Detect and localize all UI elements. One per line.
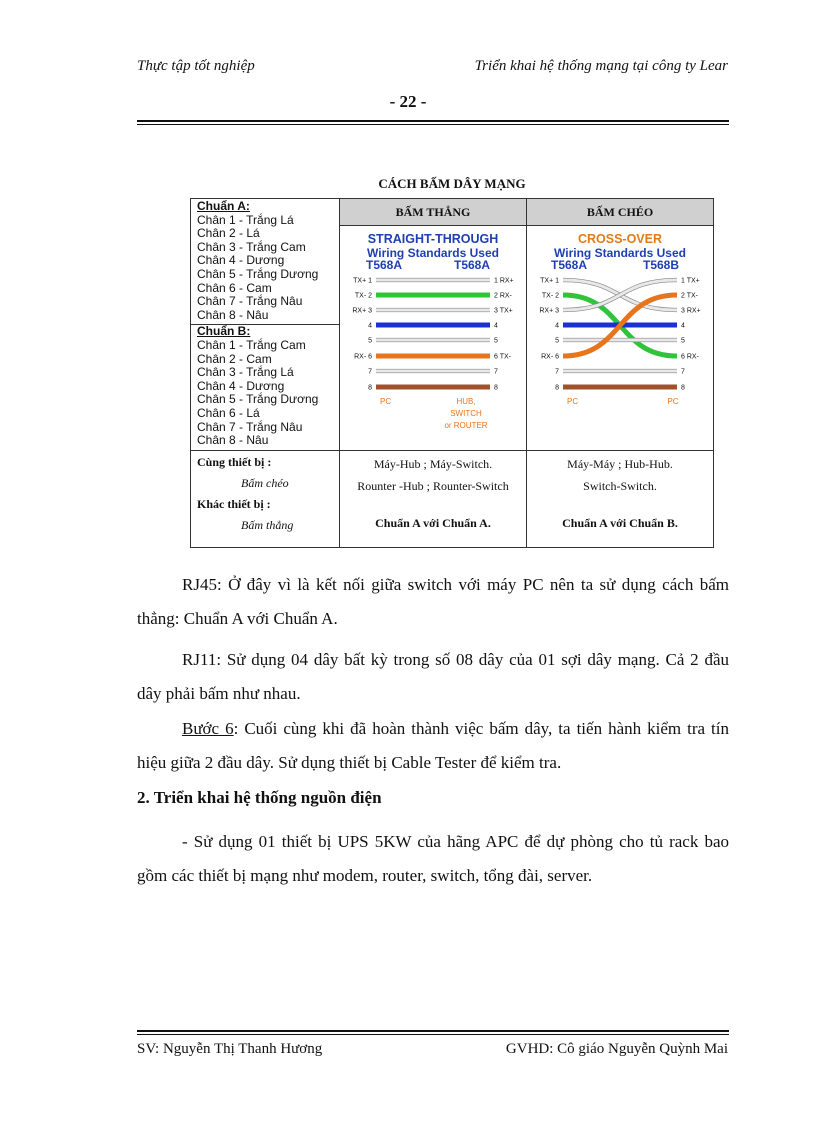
standard-a-pin: Chân 8 - Nâu: [197, 307, 269, 322]
standard-b-pin: Chân 2 - Cam: [197, 351, 272, 366]
straight-header: BẤM THẲNG: [340, 199, 527, 226]
wire-label-left: 4: [555, 322, 559, 330]
wire-label-right: 2 RX-: [494, 292, 512, 300]
cross-devices-1: Máy-Máy ; Hub-Hub.: [567, 457, 673, 471]
straight-devices-2: Rounter -Hub ; Rounter-Switch: [357, 479, 509, 493]
wire-label-left: 7: [368, 368, 372, 376]
device-rules-cell: [191, 451, 340, 548]
wire-label-right: 8: [681, 384, 685, 392]
paragraph-step6: [137, 712, 729, 780]
wire-label-left: RX+ 3: [352, 307, 372, 315]
header-right: Triển khai hệ thống mạng tại công ty Lear: [474, 58, 728, 74]
standard-b-pin: Chân 1 - Trắng Cam: [197, 337, 306, 352]
standard-a-pin: Chân 6 - Cam: [197, 280, 272, 295]
diff-device-label: Khác thiết bị :: [197, 497, 271, 511]
wire-label-right: 4: [681, 322, 685, 330]
straight-std-row: [340, 260, 526, 272]
wire-label-left: 5: [368, 337, 372, 345]
paragraph-ups: - Sử dụng 01 thiết bị UPS 5KW của hãng APC để dự phòng cho tủ rack bao gồm các thiết bị mạng như modem, router, switch, tổng đài, server.: [137, 832, 729, 885]
wire-label-right: 5: [494, 337, 498, 345]
cross-subtitle: Wiring Standards Used: [554, 246, 686, 260]
same-device-type: Bấm chéo: [241, 476, 289, 490]
straight-wiring-diagram: [340, 272, 526, 432]
wire-label-right: 7: [494, 368, 498, 376]
wire-label-right: 6 TX-: [494, 353, 511, 361]
wire-label-left: 4: [368, 322, 372, 330]
footer-student: SV: Nguyễn Thị Thanh Hương: [137, 1041, 323, 1057]
wire-label-left: RX- 6: [541, 353, 559, 361]
device-label: or ROUTER: [444, 421, 488, 430]
header-rule-thin: [137, 124, 729, 125]
paragraph-rj11: RJ11: Sử dụng 04 dây bất kỳ trong số 08 dây của 01 sợi dây mạng. Cả 2 đầu dây phải bấm như nhau.: [137, 650, 729, 703]
page-number: - 22 -: [389, 92, 427, 111]
cross-std-row: [527, 260, 713, 272]
standard-a-pin: Chân 2 - Lá: [197, 226, 260, 241]
same-device-label: Cùng thiết bị :: [197, 455, 272, 469]
standard-b-pin: Chân 7 - Trắng Nâu: [197, 419, 303, 434]
wire-label-right: 2 TX-: [681, 292, 698, 300]
wire-label-right: 5: [681, 337, 685, 345]
wire-label-left: TX+ 1: [540, 277, 559, 285]
straight-std-right: T568A: [454, 258, 491, 272]
wire-label-left: TX- 2: [354, 292, 372, 300]
wire-label-right: 4: [494, 322, 498, 330]
paragraph-rj45: RJ45: Ở đây vì là kết nối giữa switch với máy PC nên ta sử dụng cách bấm thẳng: Chuẩn A với Chuẩn A.: [137, 575, 729, 628]
standard-a-label: Chuẩn A:: [197, 199, 250, 213]
cross-diagram-cell: [527, 226, 714, 451]
standard-b-pin: Chân 6 - Lá: [197, 405, 260, 420]
standard-a-pin: Chân 5 - Trắng Dương: [197, 266, 319, 281]
cross-devices-2: Switch-Switch.: [583, 479, 657, 493]
cross-usage-cell: [527, 451, 714, 548]
standard-b-pin: Chân 3 - Trắng Lá: [197, 365, 294, 380]
cross-std-right: T568B: [643, 258, 680, 272]
straight-usage-cell: [340, 451, 527, 548]
section-heading: 2. Triển khai hệ thống nguồn điện: [137, 788, 382, 807]
standard-b-pin: Chân 8 - Nâu: [197, 433, 269, 448]
wire-label-right: 7: [681, 368, 685, 376]
wire-label-left: TX+ 1: [353, 277, 372, 285]
footer-rule-thin: [137, 1034, 729, 1035]
cross-wiring-diagram: [527, 272, 713, 432]
standard-b-pin: Chân 5 - Trắng Dương: [197, 392, 319, 407]
wire-label-right: 1 RX+: [494, 277, 514, 285]
standard-a-pin: Chân 4 - Dương: [197, 253, 285, 268]
device-label: HUB,: [456, 397, 476, 406]
wire-label-right: 3 TX+: [494, 307, 513, 315]
header-rule: [137, 120, 729, 122]
wire-label-left: 7: [555, 368, 559, 376]
pc-label: PC: [380, 397, 392, 406]
pc-label: PC: [667, 397, 679, 406]
wiring-table: [190, 198, 714, 548]
wire-label-left: RX- 6: [354, 353, 372, 361]
straight-std-left: T568A: [366, 258, 403, 272]
diff-device-type: Bấm thẳng: [241, 518, 294, 532]
cross-std-left: T568A: [551, 258, 588, 272]
standard-a-pin: Chân 3 - Trắng Cam: [197, 239, 306, 254]
wire-label-left: 5: [555, 337, 559, 345]
device-label: SWITCH: [450, 409, 482, 418]
straight-subtitle: Wiring Standards Used: [367, 246, 499, 260]
step6-label: Bước 6: [182, 719, 234, 738]
pc-label: PC: [567, 397, 579, 406]
step6-text: : Cuối cùng khi đã hoàn thành việc bấm dây, ta tiến hành kiểm tra tín hiệu giữa 2 đầu dây. Sử dụng thiết bị Cable Tester để kiểm tra.: [137, 719, 729, 772]
footer-rule: [137, 1030, 729, 1032]
straight-devices-1: Máy-Hub ; Máy-Switch.: [373, 457, 493, 471]
wire-label-left: 8: [555, 384, 559, 392]
straight-standard: Chuẩn A với Chuẩn A.: [375, 516, 491, 530]
standard-b-label: Chuẩn B:: [197, 324, 251, 339]
pin-standards-cell: [191, 199, 340, 451]
footer-advisor: GVHD: Cô giáo Nguyễn Quỳnh Mai: [505, 1041, 728, 1057]
straight-title: STRAIGHT-THROUGH: [367, 232, 499, 246]
wire-label-left: TX- 2: [541, 292, 559, 300]
wire-label-right: 3 RX+: [681, 307, 701, 315]
wire-label-right: 8: [494, 384, 498, 392]
figure-caption: CÁCH BẤM DÂY MẠNG: [378, 176, 526, 191]
wire-label-left: 8: [368, 384, 372, 392]
cross-standard: Chuẩn A với Chuẩn B.: [562, 516, 678, 530]
wire-label-right: 6 RX-: [681, 353, 699, 361]
wire-label-left: RX+ 3: [539, 307, 559, 315]
cross-header: BẤM CHÉO: [527, 199, 714, 226]
standard-b-pin: Chân 4 - Dương: [197, 378, 285, 393]
standard-a-pin: Chân 7 - Trắng Nâu: [197, 294, 303, 309]
straight-diagram-cell: [340, 226, 527, 451]
cross-title: CROSS-OVER: [577, 232, 663, 246]
header-left: Thực tập tốt nghiệp: [137, 58, 255, 74]
wire-label-right: 1 TX+: [681, 277, 700, 285]
standard-a-pin: Chân 1 - Trắng Lá: [197, 212, 294, 227]
